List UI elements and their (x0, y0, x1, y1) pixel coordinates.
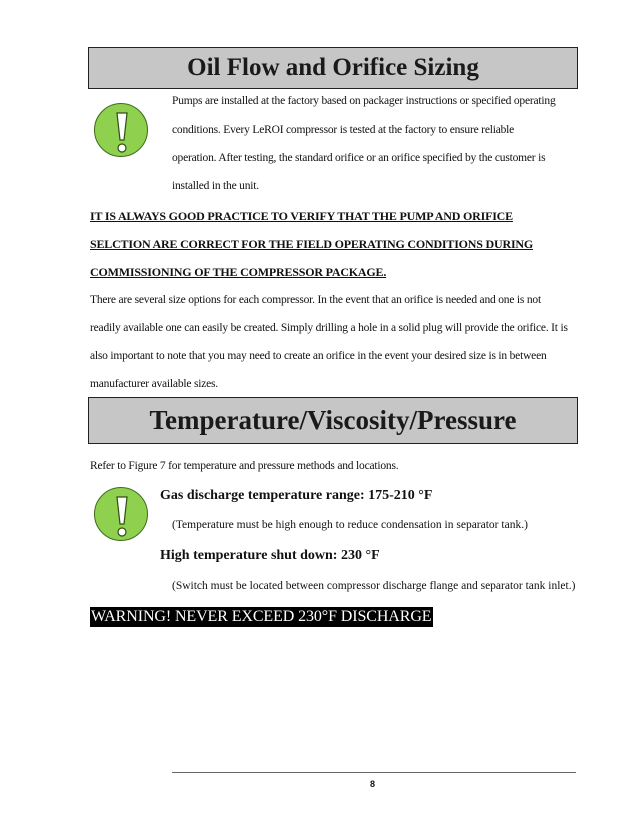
section-title-oil-flow: Oil Flow and Orifice Sizing (88, 47, 578, 89)
intro-line: operation. After testing, the standard orifice or an orifice specified by the customer is (172, 152, 546, 164)
section2-intro: Refer to Figure 7 for temperature and pressure methods and locations. (90, 460, 399, 472)
page-number: 8 (370, 779, 376, 789)
gas-discharge-note: (Temperature must be high enough to reduce condensation in separator tank.) (172, 519, 528, 531)
emphasis-line: SELCTION ARE CORRECT FOR THE FIELD OPERATING CONDITIONS DURING (90, 237, 534, 251)
exclamation-icon (94, 487, 148, 541)
intro-line: installed in the unit. (172, 180, 259, 192)
shutdown-temperature: High temperature shut down: 230 °F (160, 548, 380, 563)
intro-line: Pumps are installed at the factory based on packager instructions or specified operating (172, 95, 556, 107)
intro-line: conditions. Every LeROI compressor is tested at the factory to ensure reliable (172, 124, 515, 136)
gas-discharge-range: Gas discharge temperature range: 175-210 °F (160, 488, 433, 503)
emphasis-line: IT IS ALWAYS GOOD PRACTICE TO VERIFY THAT THE PUMP AND ORIFICE (90, 209, 513, 223)
body-line: also important to note that you may need to create an orifice in the event your desired size is in between (90, 350, 547, 362)
emphasis-line: COMMISSIONING OF THE COMPRESSOR PACKAGE. (90, 265, 387, 279)
footer-divider (172, 772, 576, 773)
body-line: There are several size options for each compressor. In the event that an orifice is needed and one is not (90, 294, 541, 306)
exclamation-icon (94, 103, 148, 157)
section-title-temperature: Temperature/Viscosity/Pressure (88, 397, 578, 444)
body-line: readily available one can easily be created. Simply drilling a hole in a solid plug will provide the orifice. It is (90, 322, 568, 334)
body-line: manufacturer available sizes. (90, 378, 218, 390)
shutdown-note: (Switch must be located between compressor discharge flange and separator tank inlet.) (172, 580, 576, 592)
warning-banner: WARNING! NEVER EXCEED 230°F DISCHARGE (91, 608, 432, 625)
